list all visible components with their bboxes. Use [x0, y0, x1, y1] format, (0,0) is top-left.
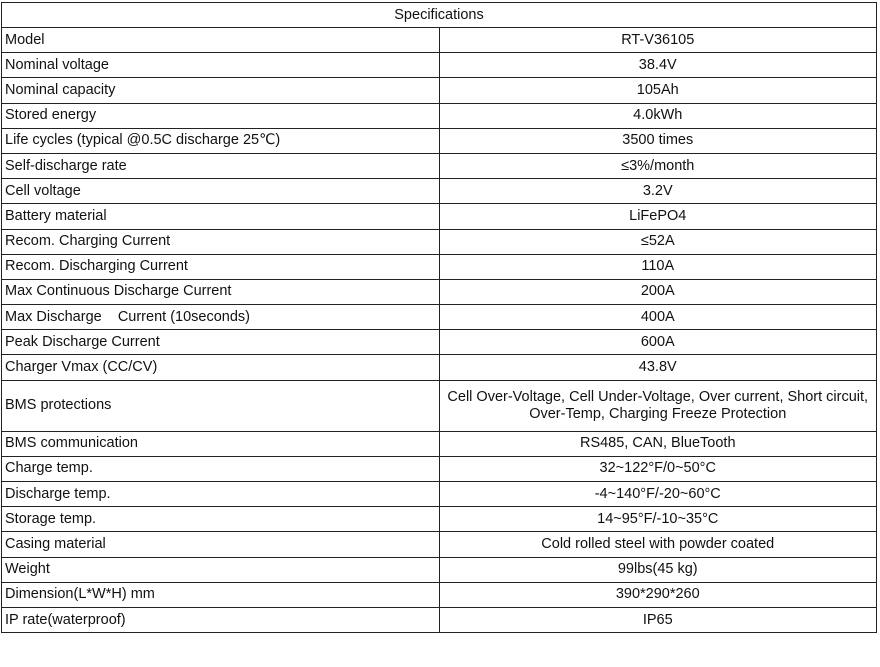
table-row [2, 78, 877, 103]
table-row [2, 380, 877, 431]
table-row [2, 330, 877, 355]
table-row [2, 28, 877, 53]
specifications-body [2, 28, 877, 633]
spec-value: 4.0kWh [439, 103, 877, 128]
table-row [2, 607, 877, 632]
spec-value: 3500 times [439, 128, 877, 153]
spec-label: Discharge temp. [2, 482, 440, 507]
spec-label: Charger Vmax (CC/CV) [2, 355, 440, 380]
spec-label: Charge temp. [2, 456, 440, 481]
spec-value: 38.4V [439, 53, 877, 78]
table-row [2, 53, 877, 78]
table-row [2, 153, 877, 178]
table-row [2, 532, 877, 557]
spec-value: 390*290*260 [439, 582, 877, 607]
spec-label: Nominal capacity [2, 78, 440, 103]
spec-value: 110A [439, 254, 877, 279]
spec-value: ≤52A [439, 229, 877, 254]
spec-value: 99lbs(45 kg) [439, 557, 877, 582]
spec-value: 32~122°F/0~50°C [439, 456, 877, 481]
spec-label: Dimension(L*W*H) mm [2, 582, 440, 607]
specifications-table [1, 2, 877, 633]
spec-label: Self-discharge rate [2, 153, 440, 178]
spec-label: Max Discharge Current (10seconds) [2, 305, 440, 330]
table-row [2, 582, 877, 607]
spec-label: Stored energy [2, 103, 440, 128]
spec-label: Battery material [2, 204, 440, 229]
table-row [2, 431, 877, 456]
spec-value: 105Ah [439, 78, 877, 103]
spec-label: Peak Discharge Current [2, 330, 440, 355]
spec-label: Life cycles (typical @0.5C discharge 25℃) [2, 128, 440, 153]
spec-label: BMS communication [2, 431, 440, 456]
spec-value: IP65 [439, 607, 877, 632]
table-row [2, 557, 877, 582]
spec-value: Cell Over-Voltage, Cell Under-Voltage, Over current, Short circuit, Over-Temp, Charging Freeze Protection [439, 380, 877, 431]
table-row [2, 103, 877, 128]
spec-value: RT-V36105 [439, 28, 877, 53]
spec-label: Recom. Charging Current [2, 229, 440, 254]
spec-value: 400A [439, 305, 877, 330]
spec-label: Weight [2, 557, 440, 582]
table-title: Specifications [2, 3, 877, 28]
spec-label: Casing material [2, 532, 440, 557]
spec-label: Model [2, 28, 440, 53]
table-row [2, 229, 877, 254]
spec-label: Max Continuous Discharge Current [2, 279, 440, 304]
spec-value: 14~95°F/-10~35°C [439, 507, 877, 532]
spec-label: Nominal voltage [2, 53, 440, 78]
spec-value: Cold rolled steel with powder coated [439, 532, 877, 557]
spec-label: BMS protections [2, 380, 440, 431]
spec-value: 600A [439, 330, 877, 355]
spec-label: Storage temp. [2, 507, 440, 532]
spec-value: LiFePO4 [439, 204, 877, 229]
table-row [2, 254, 877, 279]
spec-label: IP rate(waterproof) [2, 607, 440, 632]
spec-label: Cell voltage [2, 179, 440, 204]
spec-value: ≤3%/month [439, 153, 877, 178]
spec-label: Recom. Discharging Current [2, 254, 440, 279]
table-row [2, 279, 877, 304]
spec-value: 3.2V [439, 179, 877, 204]
spec-value: RS485, CAN, BlueTooth [439, 431, 877, 456]
table-row [2, 355, 877, 380]
table-row [2, 456, 877, 481]
table-row [2, 204, 877, 229]
spec-value: -4~140°F/-20~60°C [439, 482, 877, 507]
table-row [2, 179, 877, 204]
table-row [2, 507, 877, 532]
table-row [2, 305, 877, 330]
spec-value: 200A [439, 279, 877, 304]
table-row [2, 128, 877, 153]
spec-value: 43.8V [439, 355, 877, 380]
table-row [2, 482, 877, 507]
